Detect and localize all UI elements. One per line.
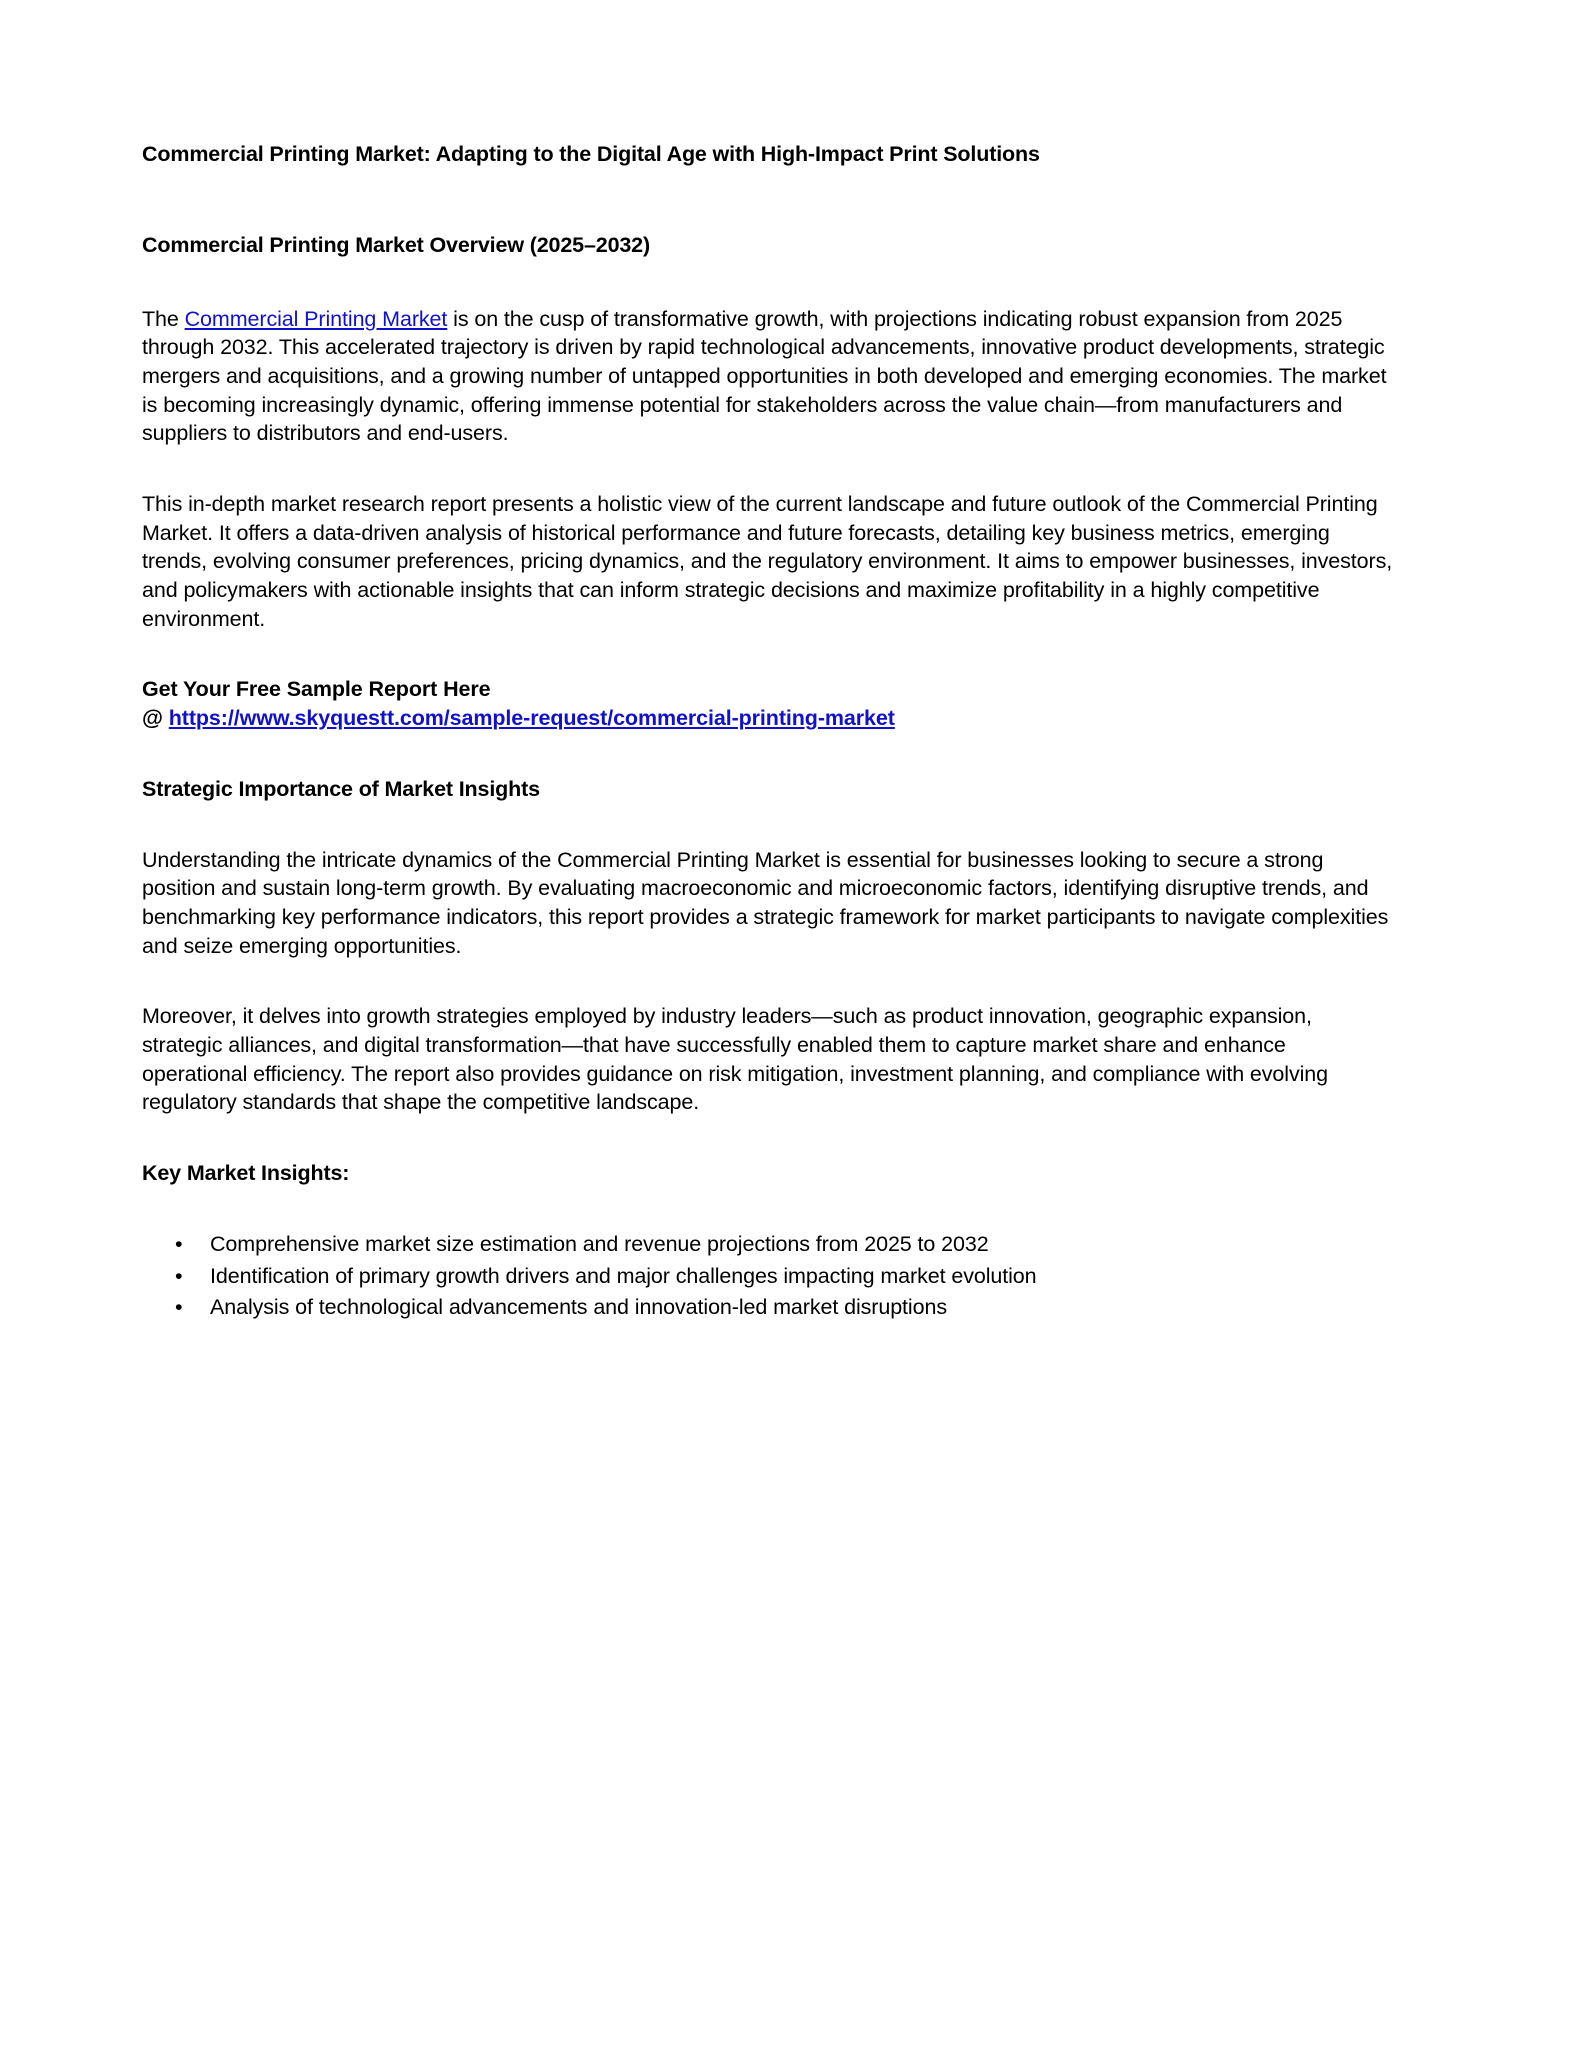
bullet-icon: • — [175, 1295, 183, 1320]
list-item-label: Analysis of technological advancements and innovation-led market disruptions — [210, 1295, 947, 1320]
paragraph-report-scope: This in-depth market research report presents a holistic view of the current landscape and future outlook of the Commercial Printing Market. It offers a data-driven analysis of historical performance and future forecasts, detailing key business metrics, emerging trends, evolving consumer preferences, pricing dynamics, and the regulatory environment. It aims to empower businesses, investors, and policymakers with actionable insights that can inform strategic decisions and maximize profitability in a highly competitive environment. — [142, 492, 1393, 631]
commercial-printing-market-link[interactable]: Commercial Printing Market — [184, 306, 448, 331]
list-item-label: Identification of primary growth drivers and major challenges impacting market evolution — [210, 1263, 1037, 1288]
spacer — [142, 633, 1393, 675]
cta-url-line — [142, 704, 1393, 733]
cta-heading: Get Your Free Sample Report Here — [142, 677, 491, 702]
page-title: Commercial Printing Market: Adapting to the Digital Age with High-Impact Print Solutions — [142, 142, 1040, 166]
spacer — [142, 960, 1393, 1002]
paragraph-lead-text: The — [142, 306, 185, 331]
list-item-label: Comprehensive market size estimation and revenue projections from 2025 to 2032 — [210, 1231, 989, 1256]
spacer — [142, 1117, 1393, 1159]
spacer — [142, 169, 1393, 231]
spacer — [142, 733, 1393, 775]
spacer — [142, 260, 1393, 305]
spacer — [142, 448, 1393, 490]
sample-request-url-link[interactable]: https://www.skyquestt.com/sample-request/commercial-printing-market — [168, 706, 895, 731]
heading-strategic-importance: Strategic Importance of Market Insights — [142, 776, 540, 801]
list-item — [142, 1293, 1393, 1322]
list-item — [142, 1230, 1393, 1259]
paragraph-market-overview — [142, 305, 1393, 448]
list-item — [142, 1262, 1393, 1291]
heading-key-market-insights: Key Market Insights: — [142, 1161, 350, 1186]
cta-prefix: @ — [142, 706, 169, 731]
bullet-icon: • — [175, 1263, 183, 1288]
sample-report-cta — [142, 675, 1393, 732]
paragraph-strategic-importance: Understanding the intricate dynamics of the Commercial Printing Market is essential for businesses looking to secure a strong position and sustain long-term growth. By evaluating macroeconomic and microeconomic factors, identifying disruptive trends, and benchmarking key performance indicators, this report provides a strategic framework for market participants to navigate complexities and seize emerging opportunities. — [142, 847, 1389, 958]
paragraph-rest-text: is on the cusp of transformative growth, with projections indicating robust expansion from 2025 through 2032. This accelerated trajectory is driven by rapid technological advancements, innovative product developments, strategic mergers and acquisitions, and a growing number of untapped opportunities in both developed and emerging economies. The market is becoming increasingly dynamic, offering immense potential for stakeholders across the value chain—from manufacturers and suppliers to distributors and end-users. — [142, 306, 1387, 446]
paragraph-growth-strategies: Moreover, it delves into growth strategies employed by industry leaders—such as product innovation, geographic expansion, strategic alliances, and digital transformation—that have successfully enabled them to capture market share and enhance operational efficiency. The report also provides guidance on risk mitigation, investment planning, and compliance with evolving regulatory standards that shape the competitive landscape. — [142, 1004, 1329, 1115]
key-market-insights-list — [142, 1230, 1393, 1322]
heading-market-overview: Commercial Printing Market Overview (2025–2032) — [142, 232, 650, 257]
spacer — [142, 1188, 1393, 1230]
spacer — [142, 804, 1393, 846]
bullet-icon: • — [175, 1231, 183, 1256]
